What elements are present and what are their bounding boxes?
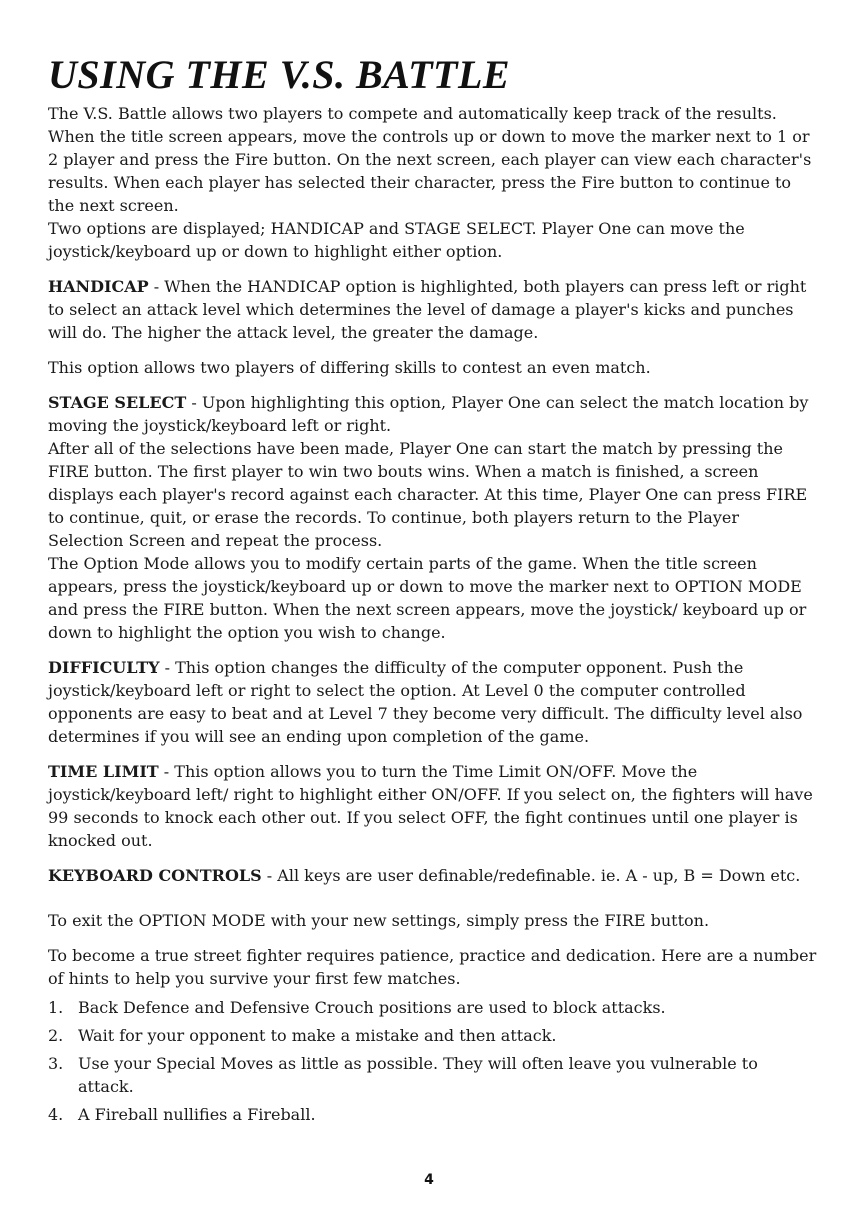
list-item-number: 2. <box>48 1026 64 1045</box>
handicap-term: HANDICAP <box>48 277 149 296</box>
list-item-text: Wait for your opponent to make a mistake and then attack. <box>78 1026 557 1045</box>
match-paragraph: After all of the selections have been made, Player One can start the match by pressing the FIRE button. The first player to win two bouts wins. When a match is finished, a screen displays each player's record against each character. At this time, Player One can press FIRE to continue, quit, or erase the records. To continue, both players return to the Player Selection Screen and repeat the process. <box>48 439 808 550</box>
manual-page <box>48 52 818 1131</box>
list-item-text: Back Defence and Defensive Crouch positions are used to block attacks. <box>78 998 666 1017</box>
list-item <box>48 1103 818 1126</box>
list-item-text: A Fireball nullifies a Fireball. <box>78 1105 316 1124</box>
page-number: 4 <box>424 1172 434 1188</box>
difficulty-text: - This option changes the difficulty of the computer opponent. Push the joystick/keyboard left or right to select the option. At Level 0 the computer controlled opponents are easy to beat and at Level 7 they become very difficult. The difficulty level also determines if you will see an ending upon completion of the game. <box>48 658 803 746</box>
list-item-number: 1. <box>48 998 64 1017</box>
list-item <box>48 996 818 1019</box>
stage-select-paragraph <box>48 391 818 437</box>
page-title: USING THE V.S. BATTLE <box>48 52 511 97</box>
stage-select-text: - Upon highlighting this option, Player One can select the match location by moving the joystick/keyboard left or right. <box>48 393 809 435</box>
time-limit-text: - This option allows you to turn the Time Limit ON/OFF. Move the joystick/keyboard left/ right to highlight either ON/OFF. If you select on, the fighters will have 99 seconds to knock each other out. If you select OFF, the fight continues until one player is knocked out. <box>48 762 813 850</box>
list-item-number: 3. <box>48 1054 64 1073</box>
stage-select-term: STAGE SELECT <box>48 393 187 412</box>
hints-list <box>48 996 818 1126</box>
list-item <box>48 1024 818 1047</box>
handicap-note: This option allows two players of differing skills to contest an even match. <box>48 358 651 377</box>
handicap-paragraph <box>48 275 818 344</box>
list-item <box>48 1052 818 1098</box>
options-paragraph: Two options are displayed; HANDICAP and STAGE SELECT. Player One can move the joystick/keyboard up or down to highlight either option. <box>48 219 745 261</box>
keyboard-controls-text: - All keys are user definable/redefinable. ie. A - up, B = Down etc. <box>261 866 801 885</box>
hints-intro-paragraph: To become a true street fighter requires patience, practice and dedication. Here are a number of hints to help you survive your first few matches. <box>48 946 817 988</box>
intro-paragraph: The V.S. Battle allows two players to compete and automatically keep track of the results. When the title screen appears, move the controls up or down to move the marker next to 1 or 2 player and press the Fire button. On the next screen, each player can view each character's results. When each player has selected their character, press the Fire button to continue to the next screen. <box>48 104 812 215</box>
difficulty-paragraph <box>48 656 818 748</box>
handicap-text: - When the HANDICAP option is highlighted, both players can press left or right to select an attack level which determines the level of damage a player's kicks and punches will do. The higher the attack level, the greater the damage. <box>48 277 807 342</box>
exit-paragraph: To exit the OPTION MODE with your new settings, simply press the FIRE button. <box>48 911 710 930</box>
list-item-text: Use your Special Moves as little as possible. They will often leave you vulnerable to attack. <box>78 1054 758 1096</box>
time-limit-term: TIME LIMIT <box>48 762 159 781</box>
option-mode-paragraph: The Option Mode allows you to modify certain parts of the game. When the title screen appears, press the joystick/keyboard up or down to move the marker next to OPTION MODE and press the FIRE button. When the next screen appears, move the joystick/ keyboard up or down to highlight the option you wish to change. <box>48 554 807 642</box>
keyboard-controls-term: KEYBOARD CONTROLS <box>48 866 262 885</box>
list-item-number: 4. <box>48 1105 64 1124</box>
keyboard-controls-paragraph <box>48 864 818 887</box>
difficulty-term: DIFFICULTY <box>48 658 160 677</box>
time-limit-paragraph <box>48 760 818 852</box>
